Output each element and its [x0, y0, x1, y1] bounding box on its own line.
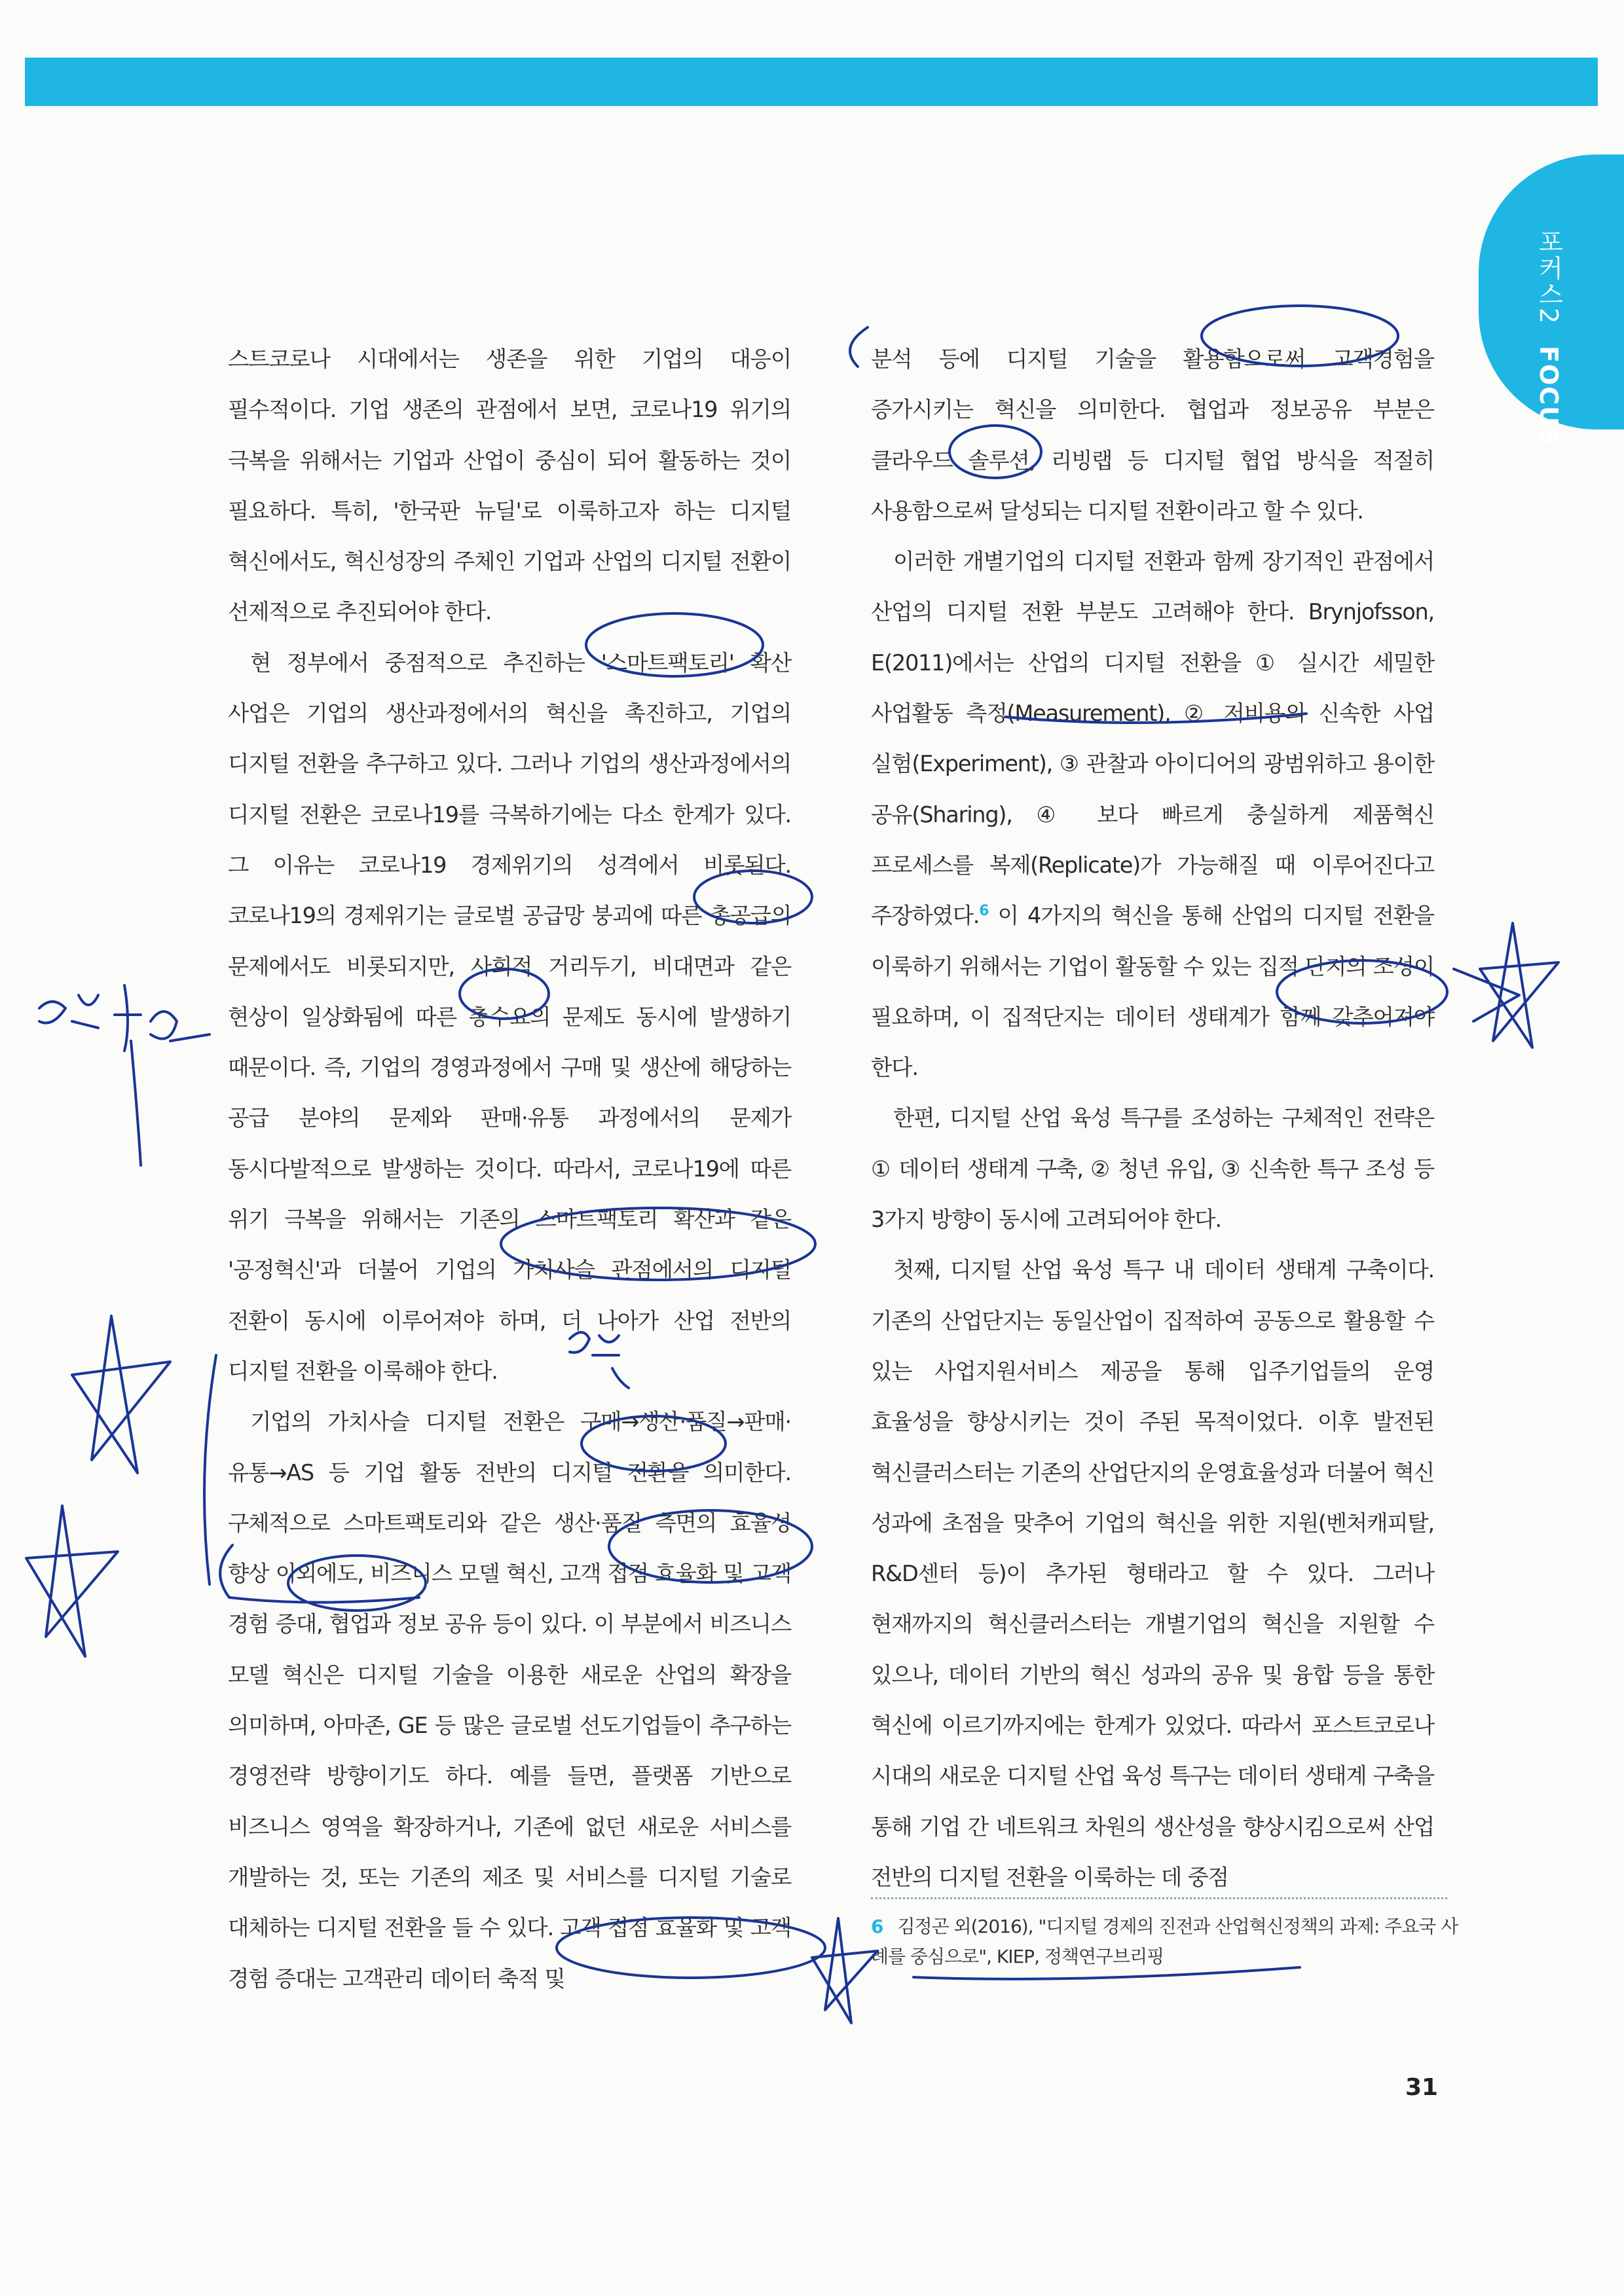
paragraph: 분석 등에 디지털 기술을 활용함으로써 고객경험을 증가시키는 혁신을 의미한다. 협업과 정보공유 부분은 클라우드 솔루션, 리빙랩 등 디지털 협업 방식을 적절히 사용함으로써 달성되는 디지털 전환이라고 할 수 있다. — [871, 346, 1434, 524]
paragraph: 기업의 가치사슬 디지털 전환은 구매→생산·품질→판매·유통→AS 등 기업 활동 전반의 디지털 전환을 의미한다. 구체적으로 스마트팩토리와 같은 생산·품질 측면의 효율성 향상 이외에도, 비즈니스 모델 혁신, 고객 접점 효율화 및 고객 경험 증대, 협업과 정보 공유 등이 있다. 이 부분에서 비즈니스 모델 혁신은 디지털 기술을 이용한 새로운 산업의 확장을 의미하며, 아마존, GE 등 많은 글로벌 선도기업들이 추구하는 경영전략 방향이기도 하다. 예를 들면, 플랫폼 기반으로 비즈니스 영역을 확장하거나, 기존에 없던 새로운 서비스를 개발하는 것, 또는 기존의 제조 및 서비스를 디지털 기술로 대체하는 디지털 전환을 들 수 있다. 고객 접점 효율화 및 고객 경험 증대는 고객관리 데이터 축적 및 — [228, 1409, 791, 1992]
footnote-divider — [871, 1897, 1447, 1899]
paragraph: 첫째, 디지털 산업 육성 특구 내 데이터 생태계 구축이다. 기존의 산업단지는 동일산업이 집적하여 공동으로 활용할 수 있는 사업지원서비스 제공을 통해 입주기업들의 운영 효율성을 향상시키는 것이 주된 목적이었다. 이후 발전된 혁신클러스터는 기존의 산업단지의 운영효율성과 더불어 혁신 성과에 초점을 맞추어 기업의 혁신을 위한 지원(벤처캐피탈, R&D센터 등)이 추가된 형태라고 할 수 있다. 그러나 현재까지의 혁신클러스터는 개별기업의 혁신을 지원할 수 있으나, 데이터 기반의 혁신 성과의 공유 및 융합 등을 통한 혁신에 이르기까지에는 한계가 있었다. 따라서 포스트코로나 시대의 새로운 디지털 산업 육성 특구는 데이터 생태계 구축을 통해 기업 간 네트워크 차원의 생산성을 향상시킴으로써 산업 전반의 디지털 전환을 이룩하는 데 중점 — [871, 1257, 1434, 1890]
section-tab-label — [1531, 229, 1567, 447]
footnote-number: 6 — [871, 1916, 883, 1937]
page-number: 31 — [1405, 2074, 1439, 2101]
footnote-reference[interactable]: 6 — [979, 903, 989, 920]
margin-line — [204, 1355, 216, 1584]
paragraph-text: 이러한 개별기업의 디지털 전환과 함께 장기적인 관점에서 산업의 디지털 전환 부분도 고려해야 한다. Brynjofsson, E(2011)에서는 산업의 디지털 전환을 ① 실시간 세밀한 사업활동 측정(Measurement), ② 저비용의 신속한 사업 실험(Experiment), ③ 관찰과 아이디어의 광범위하고 용이한 공유(Sharing), ④ 보다 빠르게 충실하게 제품혁신 프로세스를 복제(Replicate)가 가능해질 때 이루어진다고 주장하였다. — [871, 549, 1434, 929]
section-label: 포커스2 — [1534, 229, 1563, 325]
footnote — [871, 1912, 1460, 1972]
star-doodle — [1454, 969, 1519, 1021]
paragraph: 현 정부에서 중점적으로 추진하는 '스마트팩토리' 확산 사업은 기업의 생산과정에서의 혁신을 촉진하고, 기업의 디지털 전환을 추구하고 있다. 그러나 기업의 생산과정에서의 디지털 전환은 코로나19를 극복하기에는 다소 한계가 있다. 그 이유는 코로나19 경제위기의 성격에서 비롯된다. 코로나19의 경제위기는 글로벌 공급망 붕괴에 따른 총공급의 문제에서도 비롯되지만, 사회적 거리두기, 비대면과 같은 현상이 일상화됨에 따른 총수요의 문제도 동시에 발생하기 때문이다. 즉, 기업의 경영과정에서 구매 및 생산에 해당하는 공급 분야의 문제와 판매·유통 과정에서의 문제가 동시다발적으로 발생하는 것이다. 따라서, 코로나19에 따른 위기 극복을 위해서는 기존의 스마트팩토리 확산과 같은 '공정혁신'과 더불어 기업의 가치사슬 관점에서의 디지털 전환이 동시에 이루어져야 하며, 더 나아가 산업 전반의 디지털 전환을 이룩해야 한다. — [228, 649, 791, 1384]
right-column — [871, 334, 1434, 1903]
margin-line — [131, 1041, 141, 1165]
paragraph: 한편, 디지털 산업 육성 특구를 조성하는 구체적인 전략은 ① 데이터 생태계 구축, ② 청년 유입, ③ 신속한 특구 조성 등 3가지 방향이 동시에 고려되어야 한다. — [871, 1105, 1434, 1233]
paragraph — [871, 536, 1434, 1093]
top-color-band — [25, 58, 1598, 106]
star-doodle — [72, 1316, 170, 1473]
focus-label: FOCUS — [1534, 346, 1563, 447]
paragraph-text: 이 4가지의 혁신을 통해 산업의 디지털 전환을 이룩하기 위해서는 기업이 활동할 수 있는 집적 단지의 조성이 필요하며, 이 집적단지는 데이터 생태계가 함께 갖추어져야 한다. — [871, 903, 1434, 1081]
footnote-text: 김정곤 외(2016), "디지털 경제의 진전과 산업혁신정책의 과제: 주요국 사례를 중심으로", KIEP, 정책연구브리핑 — [871, 1916, 1458, 1967]
paragraph: 스트코로나 시대에서는 생존을 위한 기업의 대응이 필수적이다. 기업 생존의 관점에서 보면, 코로나19 위기의 극복을 위해서는 기업과 산업이 중심이 되어 활동하는 것이 필요하다. 특히, '한국판 뉴딜'로 이룩하고자 하는 디지털 혁신에서도, 혁신성장의 주체인 기업과 산업의 디지털 전환이 선제적으로 추진되어야 한다. — [228, 346, 791, 625]
bracket-annotation — [850, 327, 868, 367]
star-doodle — [812, 1918, 877, 2023]
left-column — [228, 334, 791, 2004]
star-doodle — [26, 1506, 118, 1656]
handwritten-side-note — [39, 985, 210, 1051]
star-doodle — [1480, 923, 1559, 1048]
